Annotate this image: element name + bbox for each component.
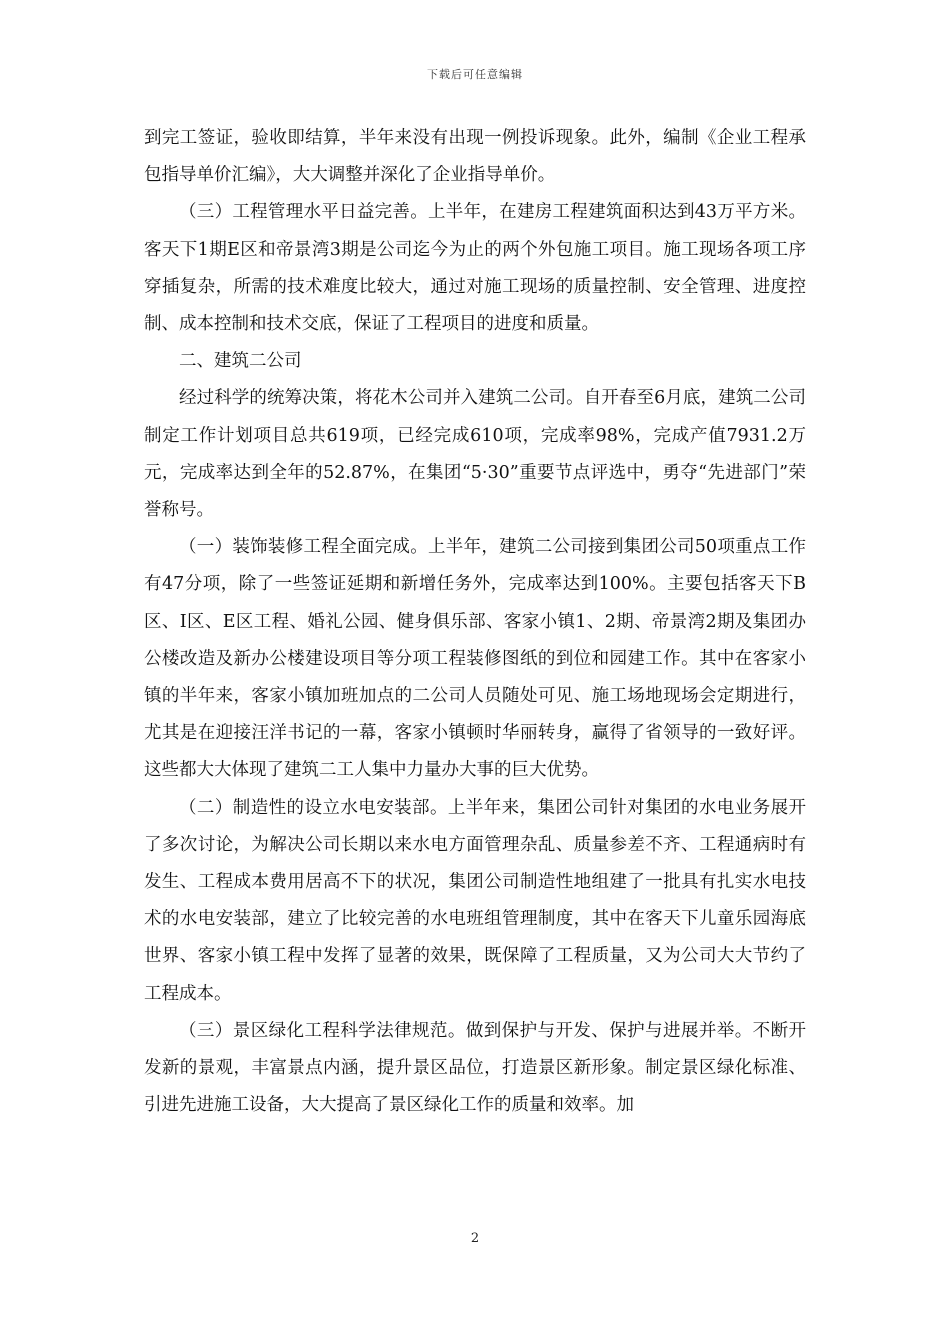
page-number: 2 — [470, 1231, 480, 1246]
section-heading-construction-company-2: 二、建筑二公司 — [179, 351, 302, 372]
document-body — [144, 120, 806, 1124]
paragraph-decoration-works: （一）装饰装修工程全面完成。上半年，建筑二公司接到集团公司50项重点工作有47分项，除了一些签证延期和新增任务外，完成率达到100%。主要包括客天下B区、I区、E区工程、婚礼公园、健身俱乐部、客家小镇1、2期、帝景湾2期及集团办公楼改造及新办公楼建设项目等分项工程装修图纸的到位和园建工作。其中在客家小镇的半年来，客家小镇加班加点的二公司人员随处可见、施工场地现场会定期进行，尤其是在迎接汪洋书记的一幕，客家小镇顿时华丽转身，赢得了省领导的一致好评。这些都大大体现了建筑二工人集中力量办大事的巨大优势。 — [144, 537, 806, 781]
page-header: 下载后可任意编辑 — [427, 68, 523, 81]
paragraph-engineering-management: （三）工程管理水平日益完善。上半年，在建房工程建筑面积达到43万平方米。客天下1期E区和帝景湾3期是公司迄今为止的两个外包施工项目。施工现场各项工序穿插复杂，所需的技术难度比较大，通过对施工现场的质量控制、安全管理、进度控制、成本控制和技术交底，保证了工程项目的进度和质量。 — [144, 202, 806, 335]
paragraph-landscape-greening: （三）景区绿化工程科学法律规范。做到保护与开发、保护与进展并举。不断开发新的景观，丰富景点内涵，提升景区品位，打造景区新形象。制定景区绿化标准、引进先进施工设备，大大提高了景区绿化工作的质量和效率。加 — [144, 1020, 806, 1116]
paragraph-plumbing-electrical-dept: （二）制造性的设立水电安装部。上半年来，集团公司针对集团的水电业务展开了多次讨论，为解决公司长期以来水电方面管理杂乱、质量参差不齐、工程通病时有发生、工程成本费用居高不下的状况，集团公司制造性地组建了一批具有扎实水电技术的水电安装部，建立了比较完善的水电班组管理制度，其中在客天下儿童乐园海底世界、客家小镇工程中发挥了显著的效果，既保障了工程质量，又为公司大大节约了工程成本。 — [144, 797, 806, 1004]
paragraph-company-overview: 经过科学的统筹决策，将花木公司并入建筑二公司。自开春至6月底，建筑二公司制定工作计划项目总共619项，已经完成610项，完成率98%，完成产值7931.2万元，完成率达到全年的52.87%，在集团“5·30”重要节点评选中，勇夺“先进部门”荣誉称号。 — [144, 388, 806, 521]
paragraph-continuation: 到完工签证，验收即结算，半年来没有出现一例投诉现象。此外，编制《企业工程承包指导单价汇编》，大大调整并深化了企业指导单价。 — [144, 128, 806, 186]
